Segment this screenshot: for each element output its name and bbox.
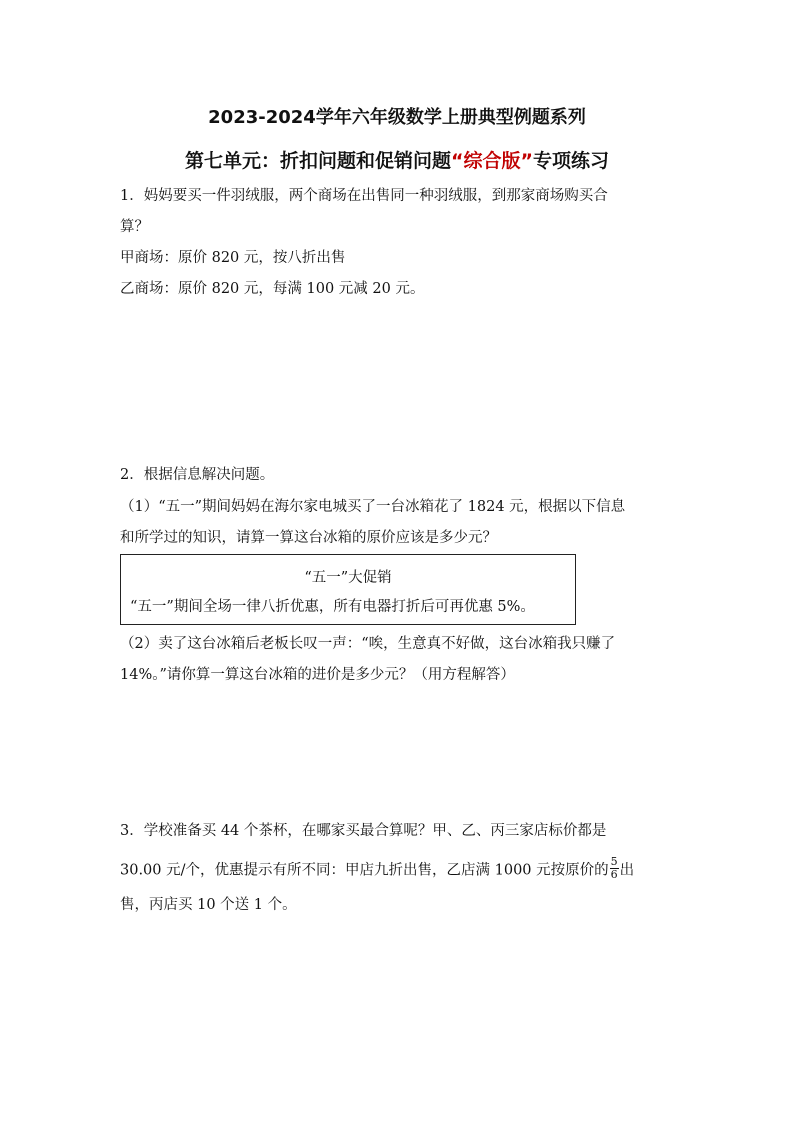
fraction xyxy=(610,856,619,881)
q3-line-3: 售，丙店买 10 个送 1 个。 xyxy=(120,897,297,913)
subtitle-main: 第七单元：折扣问题和促销问题 xyxy=(184,150,451,172)
q2-line-3: 和所学过的知识，请算一算这台冰箱的原价应该是多少元？ xyxy=(120,530,497,546)
q1-line-4: 乙商场：原价 820 元，每满 100 元减 20 元。 xyxy=(120,281,425,297)
q3-line-2-end: 出 xyxy=(619,862,635,879)
q1-line-3: 甲商场：原价 820 元，按八折出售 xyxy=(120,250,346,266)
q2-line-5: 14%。”请你算一算这台冰箱的进价是多少元？（用方程解答） xyxy=(120,667,515,683)
page-subtitle xyxy=(0,146,794,173)
q1-line-1: 1．妈妈要买一件羽绒服，两个商场在出售同一种羽绒服，到那家商场购买合 xyxy=(120,188,608,204)
q2-line-4: （2）卖了这台冰箱后老板长叹一声：“唉，生意真不好做，这台冰箱我只赚了 xyxy=(120,636,616,652)
promotion-text: “五一”期间全场一律八折优惠，所有电器打折后可再优惠 5%。 xyxy=(130,599,535,615)
q2-line-2: （1）“五一”期间妈妈在海尔家电城买了一台冰箱花了 1824 元，根据以下信息 xyxy=(120,499,626,515)
subtitle-highlight: “综合版” xyxy=(451,150,533,172)
q2-line-1: 2．根据信息解决问题。 xyxy=(120,467,275,483)
promotion-box xyxy=(120,554,576,625)
fraction-denominator: 6 xyxy=(610,868,618,881)
q3-line-2-text: 30.00 元/个，优惠提示有所不同：甲店九折出售，乙店满 1000 元按原价的 xyxy=(120,862,609,879)
fraction-numerator: 5 xyxy=(610,855,618,868)
subtitle-end: 专项练习 xyxy=(532,150,609,172)
q3-line-1: 3．学校准备买 44 个茶杯，在哪家买最合算呢？甲、乙、丙三家店标价都是 xyxy=(120,823,607,839)
q1-line-2: 算？ xyxy=(120,219,149,235)
page-title: 2023-2024学年六年级数学上册典型例题系列 xyxy=(208,107,586,128)
q3-line-2 xyxy=(120,855,680,883)
promotion-title: “五一”大促销 xyxy=(304,570,392,586)
